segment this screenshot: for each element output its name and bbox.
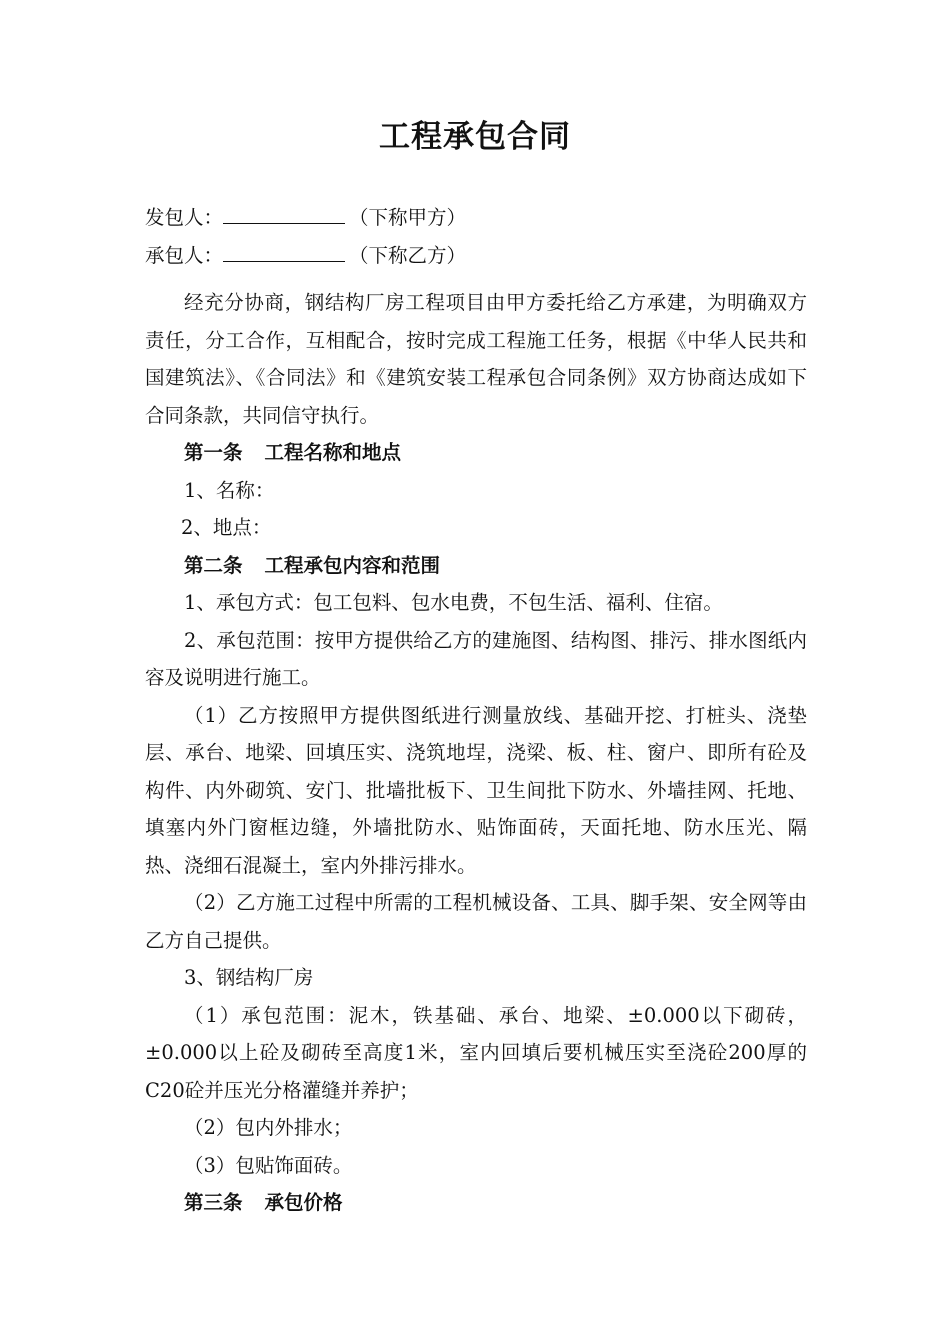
employer-line <box>145 199 807 237</box>
article3-number: 第三条 <box>184 1191 243 1214</box>
article2-number: 第二条 <box>184 553 243 577</box>
article2-title: 工程承包内容和范围 <box>264 553 441 577</box>
employer-label: 发包人： <box>145 206 224 229</box>
article2-sub2: （2）乙方施工过程中所需的工程机械设备、工具、脚手架、安全网等由乙方自己提供。 <box>145 891 807 952</box>
article1-title: 工程名称和地点 <box>264 441 402 464</box>
article1-item1: 1、名称： <box>184 478 275 502</box>
article2-item3-sub1: （1）承包范围：泥木，铁基础、承台、地梁、±0.000以下砌砖，±0.000以上砼及砌砖至高度1米，室内回填后要机械压实至浇砼200厚的C20砼并压光分格灌缝并养护； <box>145 1003 807 1102</box>
contractor-suffix: （下称乙方） <box>349 243 467 267</box>
employer-blank-field <box>223 201 345 224</box>
employer-suffix: （下称甲方） <box>349 206 467 229</box>
article3-title: 承包价格 <box>264 1191 343 1214</box>
article2-item3: 3、钢结构厂房 <box>184 966 314 989</box>
article1-heading <box>145 434 807 472</box>
article1-item2: 2、地点： <box>181 516 272 539</box>
article2-item1: 1、承包方式：包工包料、包水电费，不包生活、福利、住宿。 <box>184 591 723 614</box>
article2-heading <box>145 547 807 585</box>
contractor-blank-field <box>223 239 345 262</box>
contract-body <box>145 199 807 1222</box>
contractor-label: 承包人： <box>145 243 224 267</box>
intro-paragraph: 经充分协商，钢结构厂房工程项目由甲方委托给乙方承建，为明确双方责任，分工合作，互相配合，按时完成工程施工任务，根据《中华人民共和国建筑法》、《合同法》和《建筑安装工程承包合同条例》双方协商达成如下合同条款，共同信守执行。 <box>145 291 807 427</box>
article2-sub1: （1）乙方按照甲方提供图纸进行测量放线、基础开挖、打桩头、浇垫层、承台、地梁、回填压实、浇筑地埕，浇梁、板、柱、窗户、即所有砼及构件、内外砌筑、安门、批墙批板下、卫生间批下防水、外墙挂网、托地、填塞内外门窗框边缝，外墙批防水、贴饰面砖，天面托地、防水压光、隔热、浇细石混凝土，室内外排污排水。 <box>145 703 807 877</box>
contractor-line <box>145 237 807 275</box>
article3-heading <box>145 1184 807 1222</box>
article2-item3-sub3: （3）包贴饰面砖。 <box>184 1153 353 1177</box>
article1-number: 第一条 <box>184 441 243 464</box>
article2-item3-sub2: （2）包内外排水； <box>184 1116 353 1139</box>
contract-title: 工程承包合同 <box>379 119 571 155</box>
article2-item2: 2、承包范围：按甲方提供给乙方的建施图、结构图、排污、排水图纸内容及说明进行施工。 <box>145 628 807 689</box>
